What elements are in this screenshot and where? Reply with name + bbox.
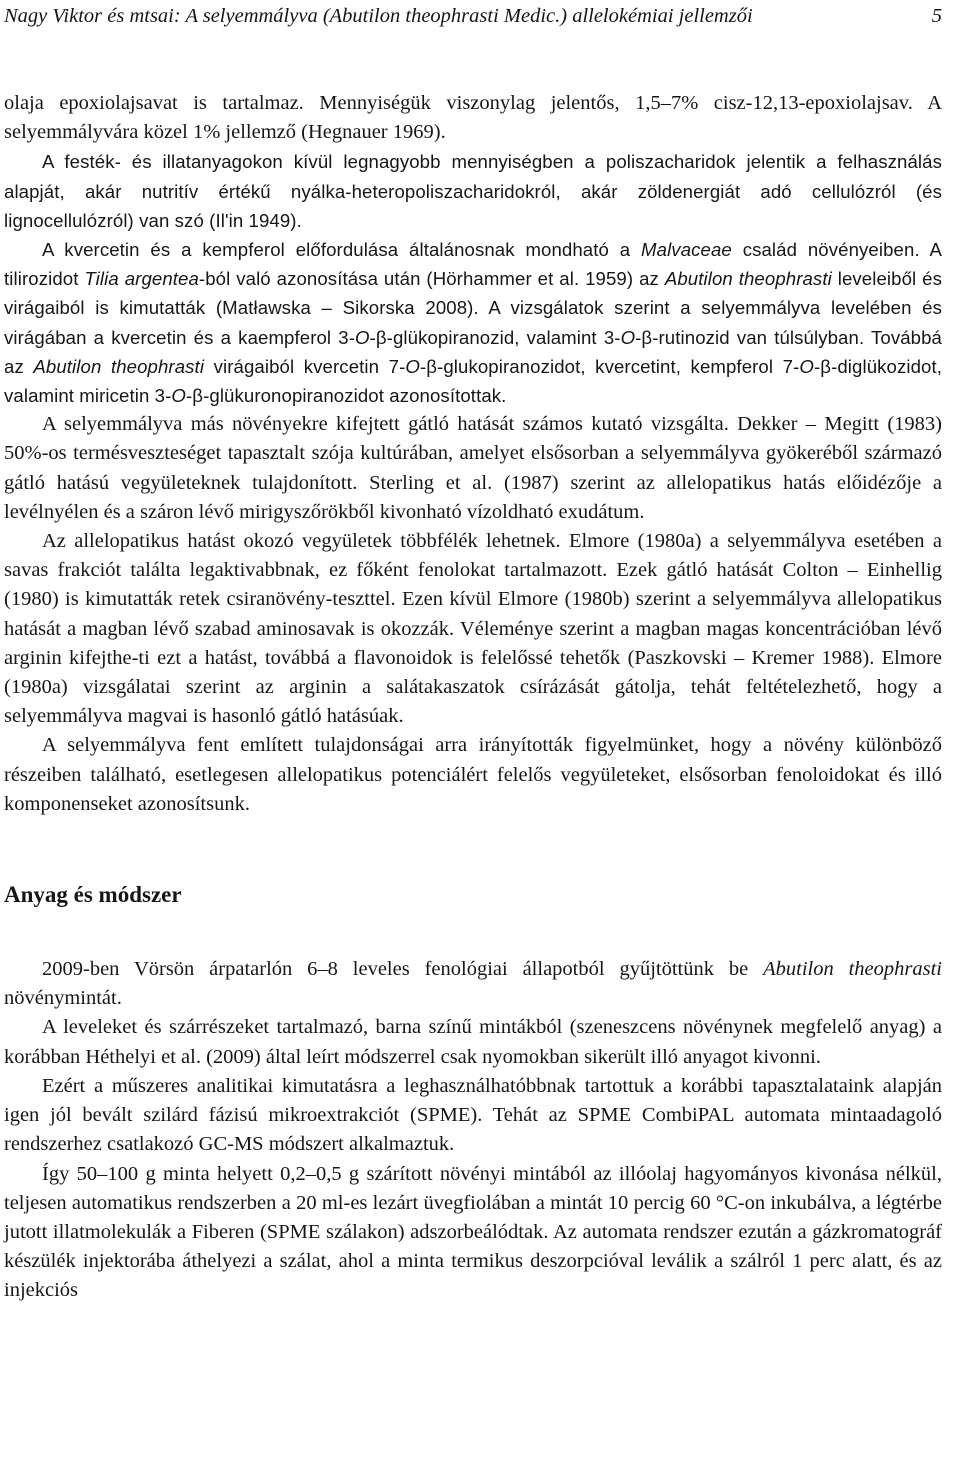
text-run: -β-glükuronopiranozidot azonosítottak. bbox=[186, 385, 507, 407]
text-run: -ból való azonosítása után (Hörhammer et al. 1959) az bbox=[198, 268, 665, 290]
text-run: -β-glükopiranozid, valamint 3- bbox=[369, 326, 621, 348]
paragraph-inhibition: A selyemmályva más növényekre kifejtett gátló hatását számos kutató vizsgálta. Dekker – Megitt (1983) 50%-os termésveszteséget tapasztalt szója kultúrában, amelyet elsősorban a selyemmályva gyökeréből származó gátló hatású vegyületeknek tulajdonított. Sterling et al. (1987) szerint az allelopatikus hatás előidézője a levélnyélen és a száron lévő mirigyszőrökből kivonható vízoldható exudátum. bbox=[4, 413, 942, 523]
paragraph-extraction: A leveleket és szárrészeket tartalmazó, barna színű mintákból (szeneszcens növénynek megfelelő anyag) a korábban Héthelyi et al. (2009) által leírt módszerrel csak nyomokban sikerült illó anyagot kivonni. bbox=[4, 1016, 942, 1068]
paragraph-aims: A selyemmályva fent említett tulajdonságai arra irányították figyelmünket, hogy a növény különböző részeiben található, esetlegesen allelopatikus potenciálért felelős vegyületeket, elsősorban fenoloidokat és illó komponenseket azonosítsunk. bbox=[4, 734, 942, 815]
paragraph-allelopathic-compounds: Az allelopatikus hatást okozó vegyületek többfélék lehetnek. Elmore (1980a) a selyemmályva esetében a savas frakciót találta legaktivabbnak, ez főként fenolokat tartalmazott. Ezek gátló hatását Colton – Einhellig (1980) is kimutatták retek csiranövény-teszttel. Ezen kívül Elmore (1980b) szerint a selyemmályva allelopatikus hatását a magban lévő szabad aminosavak is okozzák. Véleménye szerint a magban magas koncentrációban lévő arginin kifejthe-ti ezt a hatást, továbbá a flavonoidok is felelőssé tehetők (Paszkovski – Kremer 1988). Elmore (1980a) vizsgálatai szerint az arginin a salátakaszatok csírázását gátolja, tehát feltételezhető, hogy a selyemmályva magvai is hasonló gátló hatásúak. bbox=[4, 530, 942, 728]
page-number: 5 bbox=[931, 5, 942, 27]
chem-prefix: O bbox=[620, 326, 636, 348]
taxon-name: Tilia argentea bbox=[84, 268, 199, 290]
running-header bbox=[4, 2, 942, 30]
paragraph-epoxy: olaja epoxiolajsavat is tartalmaz. Mennyiségük viszonylag jelentős, 1,5–7% cisz-12,13-epoxiolajsav. A selyemmályvára közel 1% jellemző (Hegnauer 1969). bbox=[4, 92, 942, 144]
taxon-name: Malvaceae bbox=[641, 239, 732, 261]
text-run: -β-glukopiranozidot, kvercetint, kempferol 7- bbox=[419, 355, 800, 377]
taxon-name: Abutilon theophrasti bbox=[33, 355, 205, 377]
paragraph-procedure: Így 50–100 g minta helyett 0,2–0,5 g szárított növényi mintából az illóolaj hagyományos kivonása nélkül, teljesen automatikus rendszerben a 20 ml-es lezárt üvegfiolában a mintát 10 percig 60 °C-on inkubálva, a légtérbe jutott illatmolekulák a Fiberen (SPME szálakon) adszorbeálódtak. Az automata rendszer ezután a gázkromatográf készülék injektorába áthelyezi a szálat, ahol a minta termikus deszorpcióval leválik a szálról 1 perc alatt, és az injekciós bbox=[4, 1162, 942, 1302]
text-run: család növényeiben. A tilirozidot bbox=[4, 239, 942, 290]
chem-prefix: O bbox=[355, 326, 370, 348]
text-run: -β-diglükozidot, valamint miricetin 3- bbox=[4, 355, 943, 407]
text-run: -β-rutinozid van túlsúlyban. Továbbá az bbox=[4, 326, 942, 377]
text-run: A kvercetin és a kempferol előfordulása általánosnak mondható a bbox=[42, 239, 642, 261]
chem-prefix: O bbox=[799, 355, 814, 377]
chem-prefix: O bbox=[405, 355, 420, 377]
text-run: virágaiból kvercetin 7- bbox=[204, 355, 406, 377]
section-title: Anyag és módszer bbox=[4, 882, 182, 908]
article-body bbox=[4, 89, 942, 1306]
paragraph-polysaccharides: A festék- és illatanyagokon kívül legnagyobb mennyiségben a poliszacharidok jelentik a felhasználás alapját, akár nutritív értékű nyálka-heteropoliszacharidokról, akár zöldenergiát adó cellulózról (és lignocellulózról) van szó (Il'in 1949). bbox=[4, 151, 942, 231]
taxon-name: Abutilon theophrasti bbox=[664, 268, 832, 290]
taxon-name: Abutilon theophrasti bbox=[763, 958, 942, 981]
paragraph-flavonoids bbox=[4, 235, 942, 410]
text-run: leveleiből és virágaiból is kimutatták (Matławska – Sikorska 2008). A vizsgálatok szerint a selyemmályva levelében és virágában a kvercetin és a kaempferol 3- bbox=[4, 268, 943, 348]
chem-prefix: O bbox=[171, 385, 186, 407]
text-run: növénymintát. bbox=[4, 987, 122, 1010]
paragraph-sampling bbox=[4, 955, 942, 1013]
paragraph-spme: Ezért a műszeres analitikai kimutatásra a leghasználhatóbbnak tartottuk a korábbi tapasztalataink alapján igen jól bevált szilárd fázisú mikroextrakciót (SPME). Tehát az SPME CombiPAL automata mintaadagoló rendszerhez csatlakozó GC-MS módszert alkalmaztuk. bbox=[4, 1074, 942, 1156]
text-run: 2009-ben Vörsön árpatarlón 6–8 leveles fenológiai állapotból gyűjtöttünk be bbox=[42, 958, 764, 981]
running-header-title: Nagy Viktor és mtsai: A selyemmályva (Abutilon theophrasti Medic.) allelokémiai jellemzői bbox=[4, 5, 753, 27]
